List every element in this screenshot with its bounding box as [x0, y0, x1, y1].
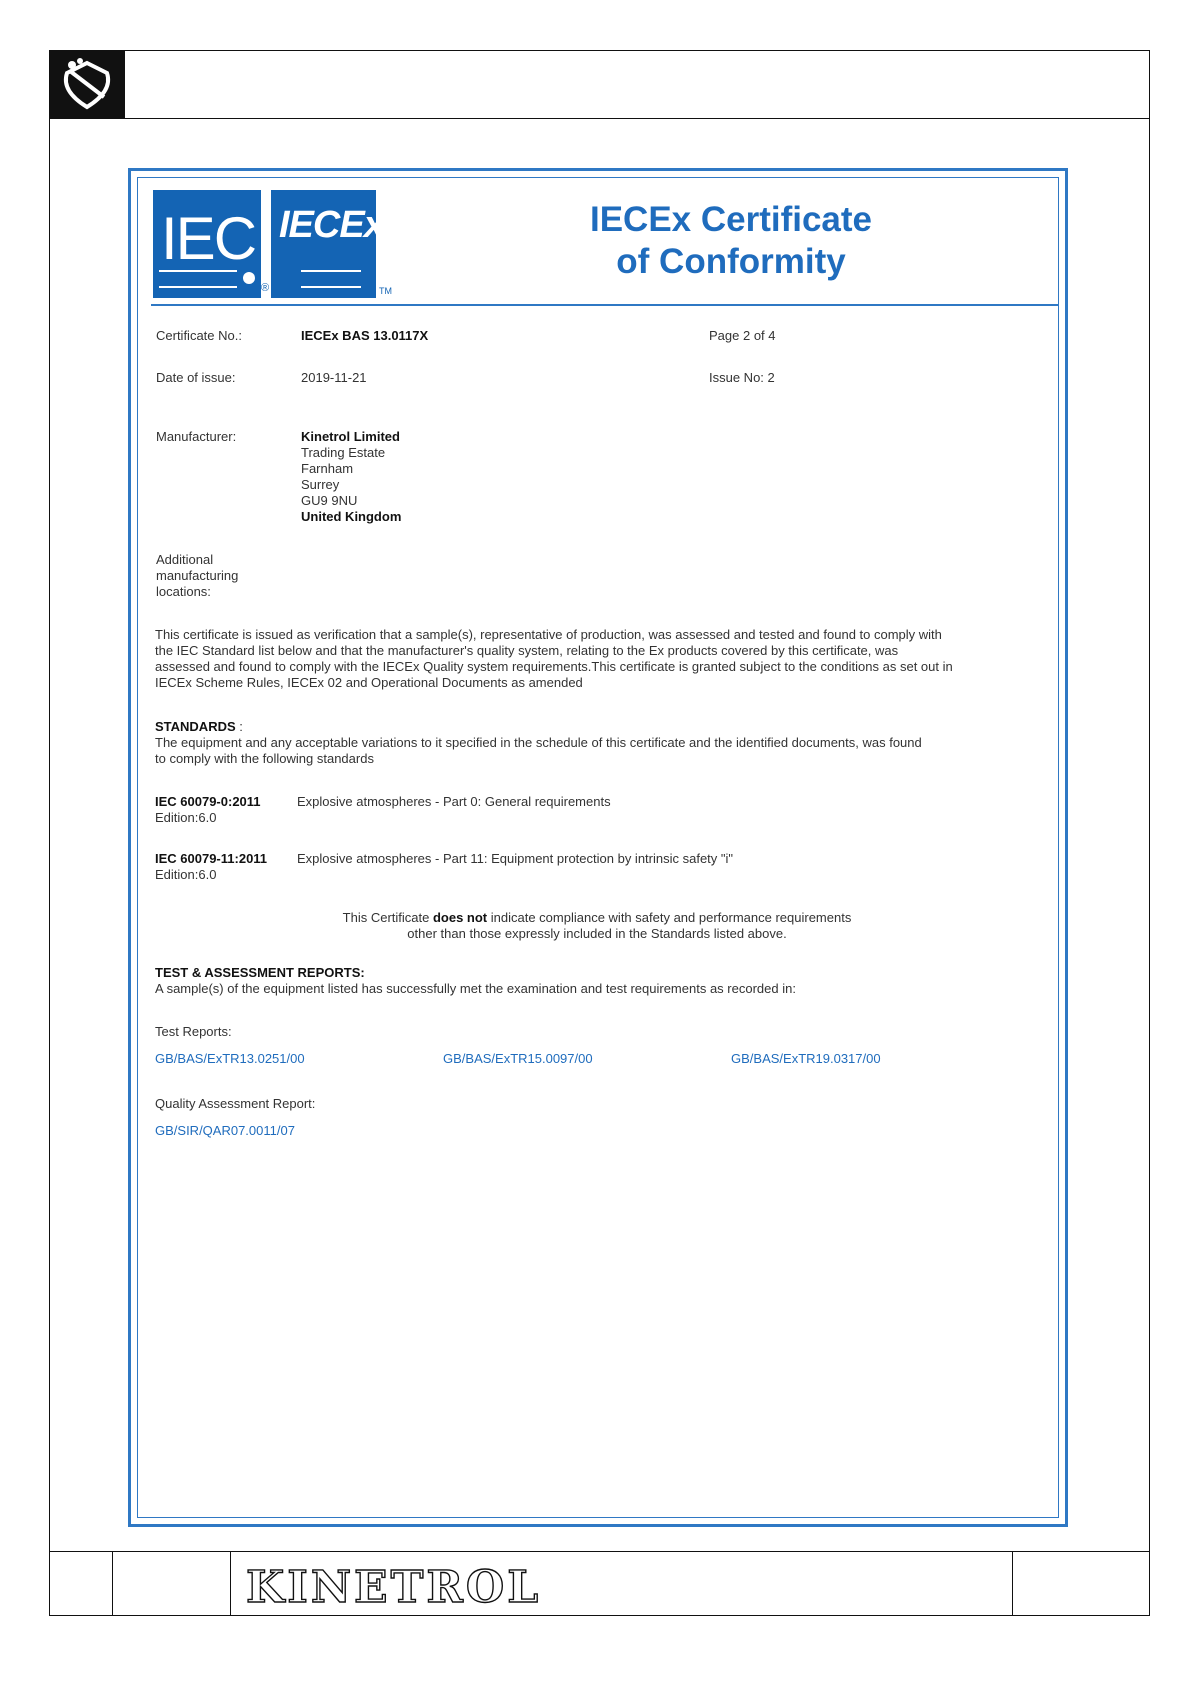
- test-reports-label: Test Reports:: [155, 1024, 232, 1039]
- qar-link[interactable]: GB/SIR/QAR07.0011/07: [155, 1123, 295, 1138]
- registered-mark: ®: [261, 282, 270, 294]
- intro-line: IECEx Scheme Rules, IECEx 02 and Operational Documents as amended: [155, 675, 583, 690]
- tar-heading: TEST & ASSESSMENT REPORTS:: [155, 965, 365, 980]
- certificate-title: [551, 199, 911, 283]
- standard-desc: Explosive atmospheres - Part 0: General requirements: [297, 794, 611, 809]
- intro-paragraph: [155, 627, 1055, 691]
- manufacturer-line: United Kingdom: [301, 509, 402, 524]
- kinetrol-wordmark: KINETROL: [246, 1562, 542, 1613]
- notice-pre: This Certificate: [342, 910, 433, 925]
- test-report-link[interactable]: GB/BAS/ExTR13.0251/00: [155, 1051, 305, 1066]
- tar-intro: A sample(s) of the equipment listed has successfully met the examination and test requirements as recorded in:: [155, 981, 796, 996]
- qar-label: Quality Assessment Report:: [155, 1096, 316, 1111]
- standard-edition: Edition:6.0: [155, 810, 217, 825]
- intro-line: the IEC Standard list below and that the manufacturer's quality system, relating to the Ex products covered by this certificate, was: [155, 643, 899, 658]
- intro-line: This certificate is issued as verification that a sample(s), representative of production, was assessed and tested and found to comply with: [155, 627, 942, 642]
- kinetrol-emblem-icon: [50, 51, 125, 118]
- header-rule: [151, 304, 1059, 306]
- standard-edition: Edition:6.0: [155, 867, 217, 882]
- iecex-logo-lines: [301, 270, 361, 288]
- standards-intro: [155, 735, 1055, 767]
- title-line-1: IECEx Certificate: [589, 200, 873, 239]
- iecex-logo: [271, 190, 384, 298]
- iec-logo-text: IEC: [161, 205, 256, 272]
- title-line-2: of Conformity: [616, 242, 846, 281]
- additional-label: locations:: [156, 584, 211, 599]
- test-report-link[interactable]: GB/BAS/ExTR19.0317/00: [731, 1051, 881, 1066]
- manufacturer-line: Kinetrol Limited: [301, 429, 400, 444]
- notice-line-1: [317, 910, 877, 926]
- manufacturer-line: GU9 9NU: [301, 493, 358, 508]
- footer-cell-2: [112, 1552, 231, 1615]
- notice-bold: does not: [432, 910, 488, 925]
- standards-colon: :: [235, 719, 243, 734]
- iecex-logo-text: IECEx: [279, 204, 384, 246]
- standard-desc: Explosive atmospheres - Part 11: Equipment protection by intrinsic safety "i": [297, 851, 734, 866]
- standards-intro-line: The equipment and any acceptable variations to it specified in the schedule of this certificate and the identified documents, was found: [155, 735, 922, 750]
- manufacturer-line: Farnham: [301, 461, 354, 476]
- cert-no-label: Certificate No.:: [156, 328, 242, 343]
- manufacturer-line: Trading Estate: [301, 445, 386, 460]
- iec-logo: [153, 190, 261, 298]
- trademark-mark: TM: [379, 286, 392, 296]
- test-report-link[interactable]: GB/BAS/ExTR15.0097/00: [443, 1051, 593, 1066]
- cert-no-value: IECEx BAS 13.0117X: [301, 328, 429, 343]
- certificate: [128, 168, 1068, 1527]
- iec-logo-dot: [243, 272, 255, 284]
- iec-logo-lines: [159, 270, 237, 288]
- manufacturer-label: Manufacturer:: [156, 429, 237, 444]
- footer-cell-1: [50, 1552, 113, 1615]
- date-label: Date of issue:: [156, 370, 236, 385]
- date-value: 2019-11-21: [301, 370, 367, 385]
- standards-heading: STANDARDS: [155, 719, 236, 734]
- additional-label: Additional: [156, 552, 214, 567]
- manufacturer-line: Surrey: [301, 477, 340, 492]
- standards-intro-line: to comply with the following standards: [155, 751, 374, 766]
- page-number: Page 2 of 4: [709, 328, 776, 343]
- header-band: [50, 51, 1149, 119]
- notice-post: indicate compliance with safety and performance requirements: [487, 910, 852, 925]
- footer-band: [50, 1551, 1149, 1615]
- standard-code: IEC 60079-0:2011: [155, 794, 261, 809]
- certificate-inner-border: [137, 177, 1059, 1518]
- intro-line: assessed and found to comply with the IECEx Quality system requirements.This certificate is granted subject to the conditions as set out in: [155, 659, 953, 674]
- standards-heading-row: [155, 719, 243, 735]
- notice-line-2: other than those expressly included in the Standards listed above.: [407, 926, 787, 941]
- standard-code: IEC 60079-11:2011: [155, 851, 268, 866]
- additional-label: manufacturing: [156, 568, 239, 583]
- issue-number: Issue No: 2: [709, 370, 775, 385]
